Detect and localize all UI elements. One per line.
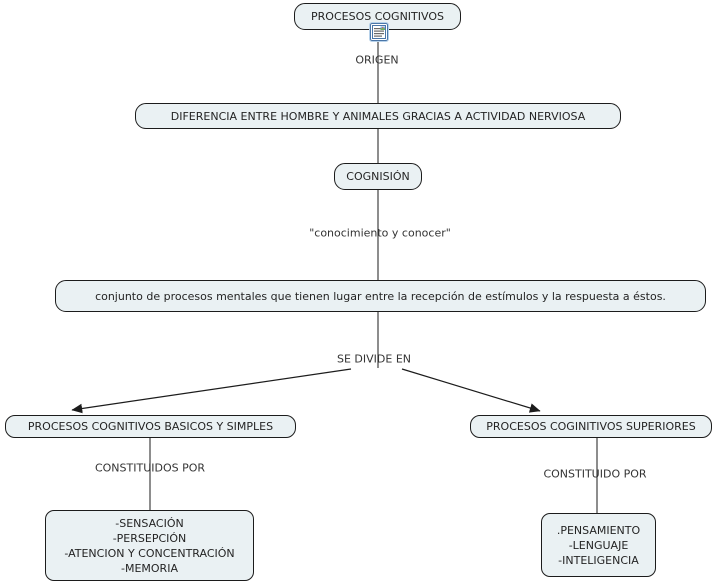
lista-basicos-item: -MEMORIA — [121, 561, 178, 575]
arrow-to-superiores — [402, 369, 540, 411]
link-constituidos-por[interactable]: CONSTITUIDOS POR — [94, 461, 206, 475]
node-cognision[interactable] — [334, 163, 422, 190]
link-se-divide-en[interactable]: SE DIVIDE EN — [336, 352, 412, 366]
node-diferencia[interactable] — [135, 103, 621, 129]
lista-superiores-item: -LENGUAJE — [568, 538, 629, 552]
node-procesos-superiores[interactable] — [470, 415, 712, 438]
node-definicion-label: conjunto de procesos mentales que tienen lugar entre la recepción de estímulos y la respuesta a éstos. — [95, 289, 666, 303]
node-cognision-label: COGNISIÓN — [346, 170, 410, 183]
node-lista-basicos[interactable] — [45, 510, 254, 581]
lista-basicos-item: -SENSACIÓN — [115, 516, 184, 530]
arrow-to-basicos — [72, 369, 351, 410]
node-procesos-superiores-label: PROCESOS COGINITIVOS SUPERIORES — [486, 420, 696, 433]
node-diferencia-label: DIFERENCIA ENTRE HOMBRE Y ANIMALES GRACIAS A ACTIVIDAD NERVIOSA — [170, 109, 586, 123]
resource-icon[interactable] — [370, 23, 388, 41]
document-image-icon — [372, 25, 386, 39]
node-definicion[interactable] — [55, 280, 706, 312]
link-constituido-por[interactable]: CONSTITUIDO POR — [543, 467, 647, 481]
lista-superiores-item: .PENSAMIENTO — [556, 523, 641, 537]
node-lista-superiores[interactable] — [541, 513, 656, 577]
lista-superiores-item: -INTELIGENCIA — [558, 553, 639, 567]
lista-basicos-item: -ATENCION Y CONCENTRACIÓN — [64, 546, 235, 560]
link-conocimiento[interactable]: "conocimiento y conocer" — [309, 226, 451, 240]
lista-basicos-item: -PERSEPCIÓN — [112, 531, 187, 545]
node-procesos-basicos[interactable] — [5, 415, 296, 438]
node-procesos-cognitivos-label: PROCESOS COGNITIVOS — [311, 10, 444, 23]
node-procesos-basicos-label: PROCESOS COGNITIVOS BASICOS Y SIMPLES — [27, 420, 274, 433]
link-origen[interactable]: ORIGEN — [355, 53, 399, 67]
